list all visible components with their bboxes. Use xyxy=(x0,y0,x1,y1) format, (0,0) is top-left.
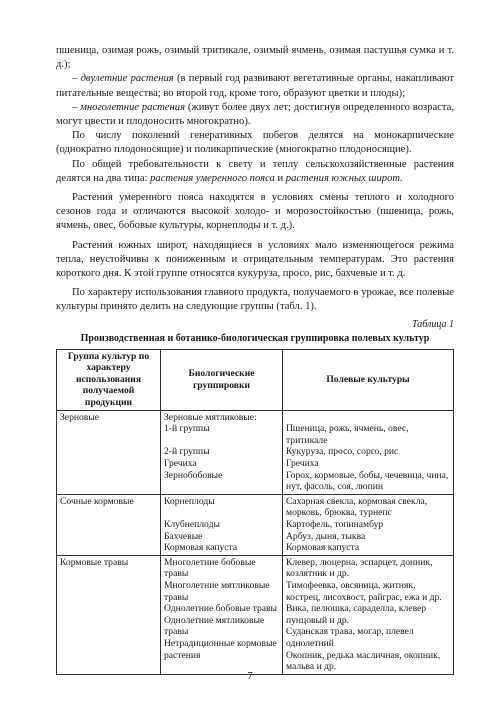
header-bio: Биологические группировки xyxy=(161,349,283,410)
cell-line: Зерновые мятликовые: xyxy=(164,411,257,423)
table-row xyxy=(57,555,454,674)
group-cell: Сочные кормовые xyxy=(57,494,161,555)
cell-spacer xyxy=(286,412,450,424)
page-content xyxy=(56,44,454,675)
text-run: (в первый год развивают вегетативные органы, накапливают питательные вещества; во второй год, кроме того, образуют цветки и плоды); xyxy=(56,73,454,99)
paragraph-2 xyxy=(56,72,454,100)
paragraph-3 xyxy=(56,101,454,129)
cell-line: Кормовая капуста xyxy=(286,542,360,554)
cell-line: Пшеница, рожь, ячмень, овес, тритикале xyxy=(286,423,409,446)
text-run: По числу поколений генеративных побегов делятся на монокарпические (однократно плодоносящие) и поликарпические (многократно плодоносящие). xyxy=(56,130,454,156)
cell-spacer xyxy=(164,435,279,447)
paragraph-4 xyxy=(56,129,454,157)
cell-line: Кукуруза, просо, сорго, рис xyxy=(286,446,399,458)
group-cell: Зерновые xyxy=(57,410,161,494)
paragraph-8 xyxy=(56,286,454,314)
text-run-italic: растения умеренного пояса xyxy=(150,172,275,184)
paragraph-7 xyxy=(56,239,454,282)
cell-line: Зернобобовые xyxy=(164,469,223,481)
paragraph-1 xyxy=(56,44,454,72)
text-run: пшеница, озимая рожь, озимый тритикале, озимый ячмень, озимая пастушья сумка и т. д.); xyxy=(56,45,454,71)
cell-line: Сахарная свекла, кормовая свекла, морковь, брюква, турнепс xyxy=(286,495,428,519)
cell-line: Арбуз, дыня, тыква xyxy=(286,530,366,542)
cell-line: Однолетние бобовые травы xyxy=(164,603,277,615)
crops-cell xyxy=(283,494,454,555)
bio-cell xyxy=(161,410,283,494)
cell-line: 2-й группы xyxy=(164,446,210,458)
cell-line: Кормовая капуста xyxy=(164,542,238,554)
cell-spacer xyxy=(164,507,279,519)
cell-line: Гречиха xyxy=(286,458,319,469)
group-cell: Кормовые травы xyxy=(57,555,161,674)
page-number: 7 xyxy=(247,671,253,682)
cell-line: Клевер, люцерна, эспарцет, донник, козлятник и др. xyxy=(286,556,433,580)
paragraph-6 xyxy=(56,191,454,234)
table-header-row xyxy=(57,349,454,410)
text-run: По общей требовательности к свету и теплу сельскохозяйственные растения делятся на два типа: xyxy=(56,158,454,184)
cell-line: Картофель, топинамбур xyxy=(286,518,384,530)
crop-groups-table xyxy=(56,349,454,675)
cell-line: Окопник, редька масличная, окопник, мальва и др. xyxy=(286,649,441,673)
crops-cell xyxy=(283,555,454,674)
cell-line: Клубнеплоды xyxy=(164,518,220,530)
cell-line: Нетрадиционные кормовые растения xyxy=(164,637,277,661)
cell-line: Суданская трава, могар, плевел однолетний xyxy=(286,626,414,649)
header-crops: Полевые культуры xyxy=(283,349,454,410)
text-run-italic: – двулетние растения xyxy=(72,73,174,85)
cell-line: Вика, пелюшка, сараделла, клевер пунцовый и др. xyxy=(286,603,427,626)
cell-line: Бахчевые xyxy=(164,530,203,542)
table-row xyxy=(57,410,454,494)
text-run-italic: – многолетние растения xyxy=(72,101,185,113)
table-caption: Производственная и ботанико-биологическая группировка полевых культур xyxy=(80,332,430,344)
cell-line: Многолетние мятликовые травы xyxy=(164,579,270,603)
table-number: Таблица 1 xyxy=(412,318,454,330)
table-row xyxy=(57,494,454,555)
bio-cell xyxy=(161,555,283,674)
cell-line: Гречиха xyxy=(164,458,197,469)
cell-line: Многолетние бобовые травы xyxy=(164,556,256,580)
cell-line: Горох, кормовые, бобы, чечевица, чина, нут, фасоль, соя, люпин xyxy=(286,469,449,493)
text-run: и xyxy=(274,172,286,184)
text-run: Растения южных широт, находящиеся в условиях мало изменяющегося режима тепла, неустойчивы к пониженным и отрицательным температурам. Это растения короткого дня. К этой группе относятся кукуруза, просо, рис, бахчевые и т. д. xyxy=(56,239,454,280)
bio-cell xyxy=(161,494,283,555)
header-group: Группа культур по характеру использования получаемой продукции xyxy=(57,349,161,410)
text-run: По характеру использования главного продукта, получаемого в урожае, все полевые культуры принято делить на следующие группы (табл. 1). xyxy=(56,287,454,313)
paragraph-5 xyxy=(56,158,454,186)
cell-line: Корнеплоды xyxy=(164,495,215,507)
cell-line: Однолетние мятликовые травы xyxy=(164,614,265,638)
cell-line: 1-й группы xyxy=(164,423,210,435)
text-run-italic: растения южных широт. xyxy=(285,172,403,184)
crops-cell xyxy=(283,410,454,494)
text-run: (живут более двух лет; достигнув определенного возраста, могут цвести и плодоносить многократно). xyxy=(56,101,454,128)
text-run: Растения умеренного пояса находятся в условиях смены теплого и холодного сезонов года и отличаются высокой холодо- и морозостойкостью (пшеница, рожь, ячмень, овес, бобовые культуры, корнеплоды и т. д.). xyxy=(56,192,454,232)
cell-line: Тимофеевка, овсяница, житняк, кострец, лисохвост, райграс, ежа и др. xyxy=(286,579,442,603)
